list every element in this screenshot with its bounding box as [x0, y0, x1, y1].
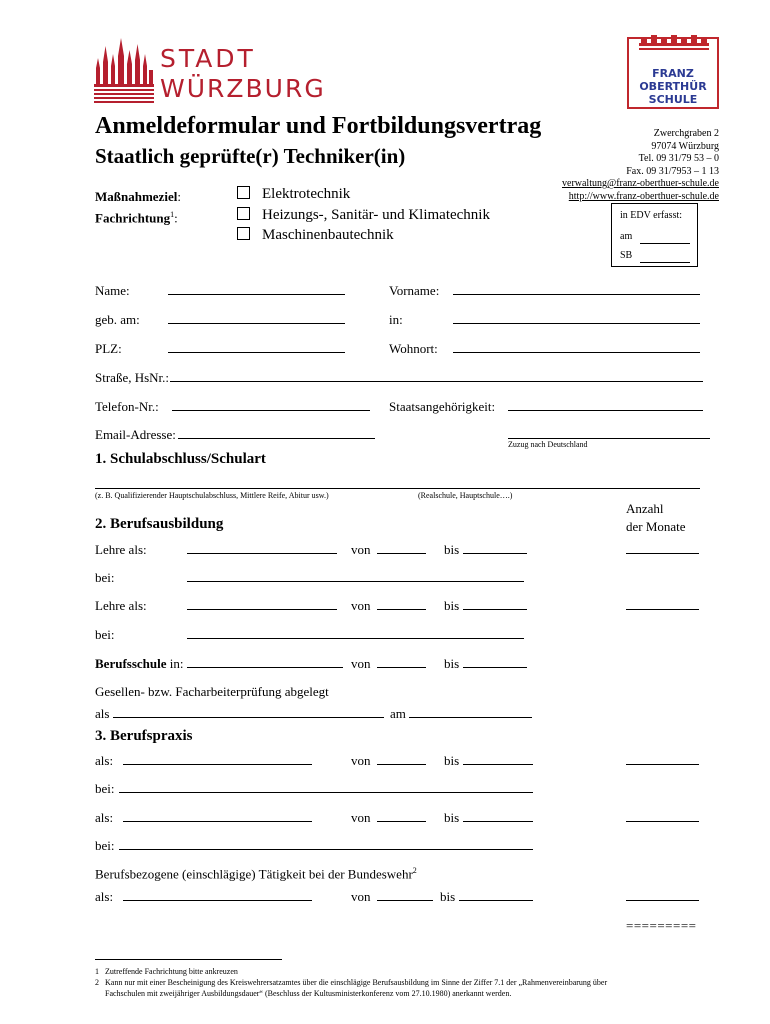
- footnote-2-cont: Fachschulen mit zweijähriger Ausbildungsdauer“ (Beschluss der Kultusministerkonferenz vom 27.10.1980) anerkannt werden.: [105, 989, 512, 998]
- bundeswehr-bis-field[interactable]: [459, 889, 533, 901]
- schulart-hint: (Realschule, Hauptschule….): [418, 491, 513, 500]
- gesellen-am-label: am: [390, 706, 406, 721]
- lehre1-bis-field[interactable]: [463, 542, 527, 554]
- edv-box: [611, 203, 698, 267]
- in-field[interactable]: [453, 312, 700, 324]
- bundeswehr-als-field[interactable]: [123, 889, 312, 901]
- lehre1-monate-field[interactable]: [626, 542, 699, 554]
- franz-oberthuer-logo: [627, 37, 719, 109]
- vorname-field[interactable]: [453, 283, 700, 295]
- lehre2-monate-field[interactable]: [626, 598, 699, 610]
- stadt-wuerzburg-logo: [94, 36, 326, 106]
- address-street: Zwerchgraben 2: [653, 128, 719, 139]
- praxis1-als-label: als:: [95, 753, 114, 768]
- staat-field[interactable]: [508, 399, 703, 411]
- lehre2-bis-field[interactable]: [463, 598, 527, 610]
- praxis1-bei-field[interactable]: [119, 781, 533, 793]
- plz-label: PLZ:: [95, 341, 122, 356]
- logo-franz-text: FRANZ: [652, 67, 694, 80]
- praxis1-von-field[interactable]: [377, 753, 426, 765]
- bundeswehr-von-label: von: [351, 889, 371, 904]
- address-city: 97074 Würzburg: [651, 140, 719, 152]
- geb-label: geb. am:: [95, 312, 140, 327]
- footnote-divider: [95, 959, 282, 960]
- address-tel: Tel. 09 31/79 53 – 0: [638, 153, 719, 164]
- lehre1-field[interactable]: [187, 542, 337, 554]
- email-link[interactable]: verwaltung@franz-oberthuer-schule.de: [562, 178, 719, 189]
- wohnort-field[interactable]: [453, 341, 700, 353]
- option-heizung[interactable]: Heizungs-, Sanitär- und Klimatechnik: [237, 207, 490, 224]
- bundeswehr-label: Berufsbezogene (einschlägige) Tätigkeit bei der Bundeswehr$^2$: [95, 866, 417, 882]
- telefon-label: Telefon-Nr.:: [95, 399, 159, 414]
- edv-sb-field[interactable]: [640, 251, 690, 263]
- edv-am-field[interactable]: [640, 232, 690, 244]
- praxis2-bis-label: bis: [444, 810, 460, 825]
- praxis2-bei-field[interactable]: [119, 838, 533, 850]
- edv-am-label: am: [620, 231, 633, 242]
- email-field[interactable]: [178, 427, 375, 439]
- schulabschluss-hint: (z. B. Qualifizierender Hauptschulabschluss, Mittlere Reife, Abitur usw.): [95, 491, 329, 500]
- logo-schule-text: SCHULE: [648, 93, 698, 106]
- praxis1-bis-field[interactable]: [463, 753, 533, 765]
- city-skyline-icon: [94, 36, 154, 106]
- gesellen-als-field[interactable]: [113, 706, 384, 718]
- lehre2-field[interactable]: [187, 598, 337, 610]
- berufsschule-bis-label: bis: [444, 656, 460, 671]
- total-marker: =========: [626, 918, 697, 933]
- strasse-label: Straße, HsNr.:: [95, 370, 170, 385]
- praxis2-von-label: von: [351, 810, 371, 825]
- praxis1-monate-field[interactable]: [626, 753, 699, 765]
- bundeswehr-monate-field[interactable]: [626, 889, 699, 901]
- praxis1-bis-label: bis: [444, 753, 460, 768]
- email-label: Email-Adresse:: [95, 427, 176, 442]
- address-fax: Fax. 09 31/7953 – 1 13: [626, 165, 719, 177]
- logo-stadt-text: STADT: [160, 44, 256, 73]
- berufsschule-field[interactable]: [187, 656, 343, 668]
- checkbox[interactable]: [237, 186, 250, 199]
- gesellen-label: Gesellen- bzw. Facharbeiterprüfung abgelegt: [95, 684, 329, 699]
- geb-field[interactable]: [168, 312, 345, 324]
- praxis2-als-label: als:: [95, 810, 114, 825]
- bundeswehr-von-field[interactable]: [377, 889, 433, 901]
- checkbox[interactable]: [237, 227, 250, 240]
- logo-wuerzburg-text: WÜRZBURG: [160, 74, 326, 103]
- section3-heading: 3. Berufspraxis: [95, 728, 193, 744]
- lehre2-bis-label: bis: [444, 598, 460, 613]
- berufsschule-von-label: von: [351, 656, 371, 671]
- praxis2-von-field[interactable]: [377, 810, 426, 822]
- massnahmeziel-label: Maßnahmeziel:: [95, 189, 181, 204]
- praxis2-bei-label: bei:: [95, 838, 115, 853]
- lehre2-von-label: von: [351, 598, 371, 613]
- website-link[interactable]: http://www.franz-oberthuer-schule.de: [568, 190, 719, 202]
- section2-heading: 2. Berufsausbildung: [95, 516, 224, 532]
- berufsschule-bis-field[interactable]: [463, 656, 527, 668]
- lehre1-von-field[interactable]: [377, 542, 426, 554]
- schulabschluss-field[interactable]: [95, 477, 700, 489]
- berufsschule-label: Berufsschule in:: [95, 656, 184, 671]
- bei2-label: bei:: [95, 627, 115, 642]
- praxis2-als-field[interactable]: [123, 810, 312, 822]
- option-maschinenbau[interactable]: Maschinenbautechnik: [237, 227, 394, 244]
- section1-heading: 1. Schulabschluss/Schulart: [95, 451, 266, 467]
- vorname-label: Vorname:: [389, 283, 440, 298]
- option-elektrotechnik[interactable]: Elektrotechnik: [237, 186, 350, 203]
- lehre1-bis-label: bis: [444, 542, 460, 557]
- praxis2-monate-field[interactable]: [626, 810, 699, 822]
- praxis1-bei-label: bei:: [95, 781, 115, 796]
- fachrichtung-label: Fachrichtung$^1$:: [95, 210, 178, 226]
- bei2-field[interactable]: [187, 627, 524, 639]
- edv-label: in EDV erfasst:: [620, 210, 683, 221]
- zuzug-field[interactable]: [508, 427, 710, 439]
- wohnort-label: Wohnort:: [389, 341, 438, 356]
- footnote-2: 2 Kann nur mit einer Bescheinigung des Kreiswehrersatzamtes über die einschlägige Berufsausbildung im Sinne der Ziffer 7.1 der „Rahmenvereinbarung über: [95, 978, 608, 987]
- berufsschule-von-field[interactable]: [377, 656, 426, 668]
- footnote-1: 1 Zutreffende Fachrichtung bitte ankreuzen: [95, 967, 238, 976]
- logo-oberthuer-text: OBERTHÜR: [639, 80, 707, 93]
- page-subtitle: Staatlich geprüfte(r) Techniker(in): [95, 144, 406, 168]
- lehre1-von-label: von: [351, 542, 371, 557]
- gesellen-am-field[interactable]: [409, 706, 532, 718]
- gesellen-als-label: als: [95, 706, 110, 721]
- edv-sb-label: SB: [620, 250, 633, 261]
- praxis2-bis-field[interactable]: [463, 810, 533, 822]
- bei1-label: bei:: [95, 570, 115, 585]
- address-block: [562, 128, 719, 203]
- anzahl-header: Anzahl der Monate: [626, 501, 686, 534]
- plz-field[interactable]: [168, 341, 345, 353]
- page-title: Anmeldeformular und Fortbildungsvertrag: [95, 113, 542, 139]
- school-building-icon: [639, 35, 709, 55]
- praxis1-als-field[interactable]: [123, 753, 312, 765]
- name-field[interactable]: [168, 283, 345, 295]
- strasse-field[interactable]: [170, 370, 703, 382]
- lehre2-von-field[interactable]: [377, 598, 426, 610]
- bundeswehr-bis-label: bis: [440, 889, 456, 904]
- bundeswehr-als-label: als:: [95, 889, 114, 904]
- lehre1-label: Lehre als:: [95, 542, 147, 557]
- telefon-field[interactable]: [172, 399, 370, 411]
- lehre2-label: Lehre als:: [95, 598, 147, 613]
- checkbox[interactable]: [237, 207, 250, 220]
- bei1-field[interactable]: [187, 570, 524, 582]
- staat-label: Staatsangehörigkeit:: [389, 399, 496, 414]
- praxis1-von-label: von: [351, 753, 371, 768]
- name-label: Name:: [95, 283, 130, 298]
- in-label: in:: [389, 312, 403, 327]
- zuzug-label: Zuzug nach Deutschland: [508, 440, 588, 449]
